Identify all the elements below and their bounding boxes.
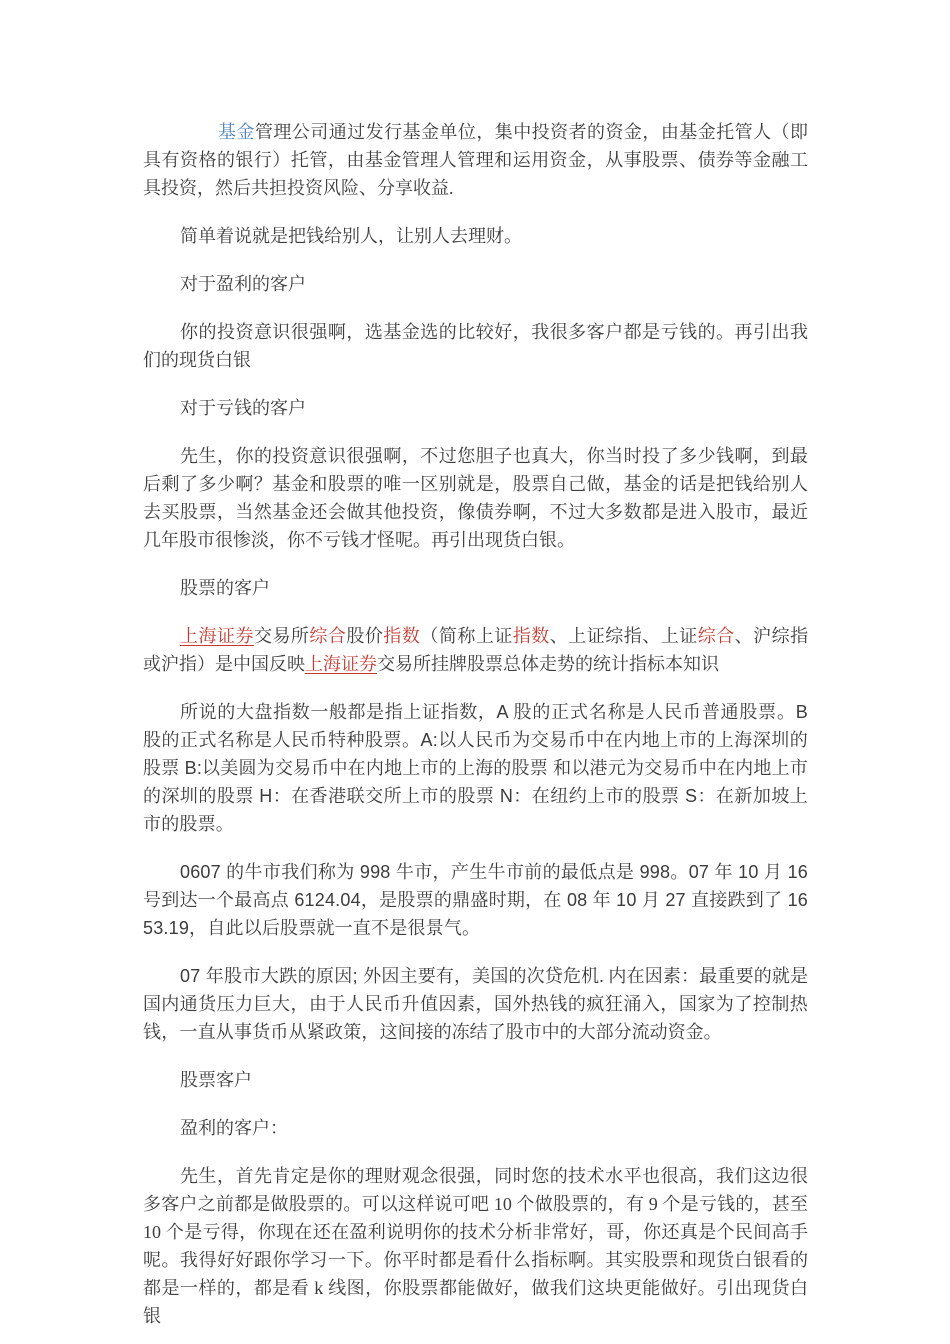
paragraph-heading-losing-fund-customers [143, 394, 808, 422]
paragraph-script-losing-fund-customers [143, 442, 808, 554]
body-text: 先生，你的投资意识很强啊，不过您胆子也真大，你当时投了多少钱啊，到最后剩了多少啊？基金和股票的唯一区别就是，股票自己做，基金的话是把钱给别人去买股票，当然基金还会做其他投资，像债券啊，不过大多数都是进入股市，最近几年股市很惨淡，你不亏钱才怪呢。再引出现货白银。 [143, 446, 808, 550]
body-text: 简单着说就是把钱给别人，让别人去理财。 [180, 226, 522, 246]
paragraph-heading-stock-customer [143, 1066, 808, 1094]
paragraph-script-profit-fund-customers [143, 318, 808, 374]
body-text: 盈利的客户： [180, 1118, 288, 1138]
body-text: 对于亏钱的客户 [180, 398, 306, 418]
body-text: 外因主要有，美国的次贷危机. 内在因素：最重要的就是国内 [143, 966, 809, 1014]
body-text: 交易所挂牌股票总体走势的统计指标本知识 [377, 654, 719, 674]
shanghai-securities-link[interactable]: 上海证券 [305, 654, 377, 674]
paragraph-script-profitable-stock-customer [143, 1162, 808, 1330]
body-text: 先生，首先肯定是你的理财观念很强，同时您的技术水平也很高，我们这边很多客户之前都是做股票的。可以这样说可吧 10 个做股票的，有 9 个是亏钱的，甚至 10 个是亏得，你现在还在盈利说明你的技术分析非常好，哥，你还真是个民间高手呢。我得好好跟你学习一下。你平时都是看什么指标啊。其实股票和现货白银看的都是一样的，都是看 k 线图，你股票都能做好，做我们这块更能做好。引出现货白银 [143, 1166, 808, 1326]
red-highlight-text: 指数 [383, 626, 421, 646]
body-text: 这间接的冻结了股市中的大部分流动资金。 [379, 1022, 722, 1042]
body-text: 、沪综指或沪指）是中国反映 [143, 626, 809, 674]
shanghai-securities-link[interactable]: 上海证券 [180, 626, 254, 646]
body-text: 股票客户 [180, 1070, 252, 1090]
fund-link[interactable]: 基金 [218, 122, 255, 142]
red-highlight-text: 指数 [512, 626, 550, 646]
body-text: 股价 [346, 626, 384, 646]
paragraph-fund-simple-summary [143, 222, 808, 250]
body-text-sans: 0607 的牛市我们称为 998 牛市，产生牛市前的最低点是 998。07 年 10 月 16 号到达一个最高点 6124.04，是股票的鼎盛时期，在 08 年 10 月 27 直接跌到了 1653.19，自此以后股票就一直不是很景气。 [143, 862, 808, 938]
paragraph-stock-basics-a-b-h-n-s [143, 698, 808, 838]
paragraph-crash-reasons-2007 [143, 962, 808, 1046]
body-text: 所说的大盘指数一般都是指上证指数， [180, 702, 497, 722]
body-text: （简称上证 [420, 626, 513, 646]
body-text: 对于盈利的客户 [180, 274, 306, 294]
paragraph-fund-definition [143, 118, 808, 202]
paragraph-bull-market-history [143, 858, 808, 942]
body-text: 股票的客户 [180, 578, 270, 598]
body-text: 、上证综指、上证 [549, 626, 698, 646]
paragraph-heading-profitable-customer [143, 1114, 808, 1142]
red-highlight-text: 综合 [697, 626, 735, 646]
body-text-sans: 07 年股市大跌的原因; [180, 966, 364, 986]
body-text: 交易所 [253, 626, 310, 646]
paragraph-shanghai-index-definition [143, 622, 808, 678]
body-text-sans: A 股的正式名称是人民币普通股票。B 股的正式名称是人民币特种股票。A:以人民币为交易币中在内地上市的上海深圳的股票 B:以美圆为交易币中在内地上市的上海的股票 和以港元为交易币中在内地上市的深圳的股票 H：在香港联交所上市的股票 N：在纽约上市的股票 S：在新加坡上市的股票。 [143, 702, 808, 834]
body-text: 你的投资意识很强啊，选基金选的比较好，我很多客户都是亏钱的。再引出我们的现货白银 [143, 322, 808, 370]
body-text-sans: 通货压力巨大，由于人民币升值因素，国外热钱的疯狂涌入，国家为了控制热钱，一直从事货币从紧政策， [143, 994, 809, 1042]
body-text: 管理公司通过发行基金单位，集中投资者的资金，由基金托管人（即具有资格的银行）托管，由基金管理人管理和运用资金，从事股票、债券等金融工具投资，然后共担投资风险、分享收益. [143, 122, 808, 198]
red-highlight-text: 综合 [309, 626, 347, 646]
paragraph-heading-stock-customers [143, 574, 808, 602]
paragraph-heading-profit-fund-customers [143, 270, 808, 298]
